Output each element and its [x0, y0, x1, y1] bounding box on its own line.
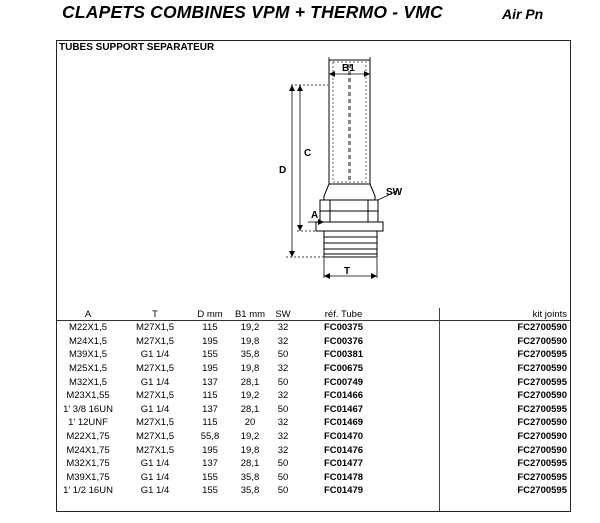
cell-a: M39X1,5	[68, 349, 108, 361]
cell-kit-joints: FC2700590	[517, 444, 567, 456]
cell-b1: 28,1	[240, 376, 260, 388]
table-body	[57, 321, 570, 498]
table-row	[57, 375, 570, 389]
cell-b1: 19,8	[240, 444, 260, 456]
cell-t: M27X1,5	[135, 444, 175, 456]
cell-a: M24X1,5	[68, 335, 108, 347]
col-header-sw: SW	[271, 308, 295, 321]
label-sw: SW	[386, 187, 403, 198]
cell-sw: 32	[277, 335, 289, 347]
cell-kit-joints: FC2700595	[517, 349, 567, 361]
specs-table	[57, 308, 570, 498]
table-row	[57, 457, 570, 471]
cell-d: 195	[202, 335, 218, 347]
cell-sw: 50	[277, 403, 289, 415]
label-t: T	[344, 266, 351, 277]
cell-d: 137	[202, 458, 218, 470]
cell-ref-tube: FC01476	[323, 444, 364, 456]
cell-ref-tube: FC00749	[323, 376, 364, 388]
cell-sw: 32	[277, 417, 289, 429]
cell-kit-joints: FC2700590	[517, 431, 567, 443]
page-title: CLAPETS COMBINES VPM + THERMO - VMC	[62, 2, 443, 22]
cell-ref-tube: FC01467	[323, 403, 364, 415]
cell-b1: 28,1	[240, 458, 260, 470]
table-row	[57, 430, 570, 444]
cell-t: G1 1/4	[140, 403, 170, 415]
table-row	[57, 348, 570, 362]
cell-d: 115	[202, 390, 218, 402]
cell-b1: 19,2	[240, 390, 260, 402]
cell-a: M39X1,75	[66, 471, 110, 483]
table-row	[57, 484, 570, 498]
cell-a: M25X1,5	[68, 363, 108, 375]
cell-b1: 28,1	[240, 403, 260, 415]
table-row	[57, 335, 570, 349]
cell-b1: 35,8	[240, 471, 260, 483]
cell-d: 155	[202, 471, 218, 483]
label-c: C	[304, 148, 312, 159]
cell-t: M27X1,5	[135, 363, 175, 375]
cell-kit-joints: FC2700595	[517, 471, 567, 483]
cell-kit-joints: FC2700590	[517, 322, 567, 334]
cell-t: G1 1/4	[140, 376, 170, 388]
cell-kit-joints: FC2700590	[517, 390, 567, 402]
cell-kit-joints: FC2700595	[517, 458, 567, 470]
cell-sw: 32	[277, 431, 289, 443]
cell-sw: 50	[277, 376, 289, 388]
cell-b1: 35,8	[240, 349, 260, 361]
cell-t: M27X1,5	[135, 322, 175, 334]
cell-t: M27X1,5	[135, 431, 175, 443]
cell-kit-joints: FC2700590	[517, 335, 567, 347]
cell-sw: 32	[277, 390, 289, 402]
table-row	[57, 389, 570, 403]
cell-a: M22X1,75	[66, 431, 110, 443]
cell-t: G1 1/4	[140, 349, 170, 361]
table-divider	[439, 308, 440, 511]
cell-ref-tube: FC01470	[323, 431, 364, 443]
cell-sw: 50	[277, 458, 289, 470]
col-header-d: D mm	[191, 308, 229, 321]
cell-d: 155	[202, 349, 218, 361]
cell-d: 115	[202, 322, 218, 334]
cell-a: M32X1,5	[68, 376, 108, 388]
cell-ref-tube: FC01477	[323, 458, 364, 470]
cell-ref-tube: FC01478	[323, 471, 364, 483]
cell-a: M24X1,75	[66, 444, 110, 456]
cell-a: 1' 3/8 16UN	[63, 403, 113, 415]
cell-d: 155	[202, 485, 218, 497]
label-a: A	[311, 210, 319, 221]
cell-d: 195	[202, 363, 218, 375]
cell-sw: 50	[277, 349, 289, 361]
cell-a: 1' 1/2 16UN	[63, 485, 113, 497]
col-header-t: T	[119, 308, 191, 321]
cell-b1: 19,8	[240, 363, 260, 375]
table-row	[57, 403, 570, 417]
cell-d: 195	[202, 444, 218, 456]
table-row	[57, 321, 570, 335]
cell-t: M27X1,5	[135, 417, 175, 429]
label-d: D	[279, 165, 287, 176]
cell-b1: 19,2	[240, 431, 260, 443]
cell-t: G1 1/4	[140, 458, 170, 470]
cell-t: M27X1,5	[135, 390, 175, 402]
media-badge: Air Pn	[502, 6, 544, 22]
section-title: TUBES SUPPORT SEPARATEUR	[59, 42, 215, 53]
cell-d: 55,8	[200, 431, 220, 443]
cell-ref-tube: FC00376	[323, 335, 364, 347]
cell-sw: 50	[277, 485, 289, 497]
cell-t: M27X1,5	[135, 335, 175, 347]
table-row	[57, 471, 570, 485]
table-row	[57, 362, 570, 376]
dimension-lines	[286, 57, 397, 278]
cell-kit-joints: FC2700595	[517, 376, 567, 388]
col-header-kit-joints: kit joints	[392, 308, 570, 321]
label-b1: B1	[342, 63, 355, 74]
col-header-a: A	[57, 308, 119, 321]
cell-sw: 32	[277, 444, 289, 456]
cell-kit-joints: FC2700595	[517, 485, 567, 497]
cell-ref-tube: FC00381	[323, 349, 364, 361]
cell-d: 137	[202, 403, 218, 415]
cell-ref-tube: FC01469	[323, 417, 364, 429]
cell-ref-tube: FC01466	[323, 390, 364, 402]
cell-b1: 19,8	[240, 335, 260, 347]
cell-kit-joints: FC2700595	[517, 403, 567, 415]
cell-ref-tube: FC00675	[323, 363, 364, 375]
cell-a: M23X1,55	[66, 390, 110, 402]
tube-body	[316, 60, 383, 257]
cell-b1: 19,2	[240, 322, 260, 334]
table-row	[57, 443, 570, 457]
cell-ref-tube: FC01479	[323, 485, 364, 497]
cell-sw: 32	[277, 322, 289, 334]
table-row	[57, 416, 570, 430]
cell-b1: 20	[244, 417, 256, 429]
cell-a: M22X1,5	[68, 322, 108, 334]
col-header-b1: B1 mm	[229, 308, 271, 321]
cell-ref-tube: FC00375	[323, 322, 364, 334]
col-header-ref-tube: réf. Tube	[295, 308, 392, 321]
cell-sw: 50	[277, 471, 289, 483]
cell-kit-joints: FC2700590	[517, 417, 567, 429]
cell-d: 115	[202, 417, 218, 429]
cell-a: M32X1,75	[66, 458, 110, 470]
cell-t: G1 1/4	[140, 485, 170, 497]
cell-sw: 32	[277, 363, 289, 375]
cell-kit-joints: FC2700590	[517, 363, 567, 375]
table-header-row	[57, 308, 570, 321]
cell-d: 137	[202, 376, 218, 388]
cell-t: G1 1/4	[140, 471, 170, 483]
cell-a: 1' 12UNF	[68, 417, 108, 429]
cell-b1: 35,8	[240, 485, 260, 497]
